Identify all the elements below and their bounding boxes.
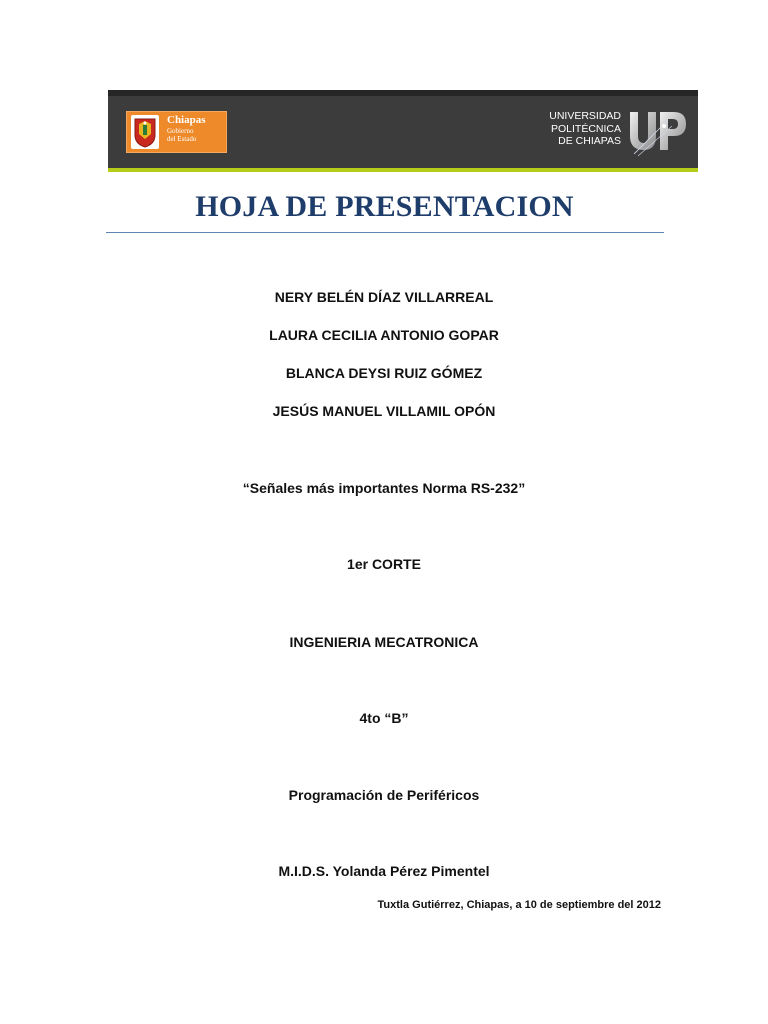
career-name: INGENIERIA MECATRONICA <box>289 634 479 650</box>
header-accent-stripe <box>108 168 698 172</box>
chiapas-coat-of-arms-icon <box>131 115 159 149</box>
chiapas-logo-subtitle-line2: del Estado <box>167 135 197 143</box>
title-divider <box>106 232 664 233</box>
document-topic: “Señales más importantes Norma RS-232” <box>242 480 526 496</box>
up-monogram-icon <box>624 106 690 160</box>
university-name <box>549 110 621 148</box>
chiapas-logo-subtitle-line1: Gobierno <box>167 127 194 135</box>
group-name: 4to “B” <box>359 710 409 726</box>
university-name-line1: UNIVERSIDAD <box>549 110 621 122</box>
author-name-2: LAURA CECILIA ANTONIO GOPAR <box>269 327 499 343</box>
evaluation-period: 1er CORTE <box>347 556 421 572</box>
chiapas-logo-subtitle <box>167 127 196 143</box>
author-name-1: NERY BELÉN DÍAZ VILLARREAL <box>274 289 494 305</box>
subject-name: Programación de Periféricos <box>288 787 480 803</box>
chiapas-government-logo <box>126 111 227 153</box>
author-name-3: BLANCA DEYSI RUIZ GÓMEZ <box>285 365 483 381</box>
teacher-name: M.I.D.S. Yolanda Pérez Pimentel <box>278 863 490 879</box>
university-name-line3: DE CHIAPAS <box>558 135 621 147</box>
university-name-line2: POLITÉCNICA <box>550 122 621 135</box>
chiapas-logo-name: Chiapas <box>167 114 206 126</box>
page-title: HOJA DE PRESENTACION <box>195 190 574 223</box>
header-banner <box>108 90 698 168</box>
author-name-4: JESÚS MANUEL VILLAMIL OPÓN <box>272 403 496 419</box>
place-and-date: Tuxtla Gutiérrez, Chiapas, a 10 de septiembre del 2012 <box>377 899 661 911</box>
